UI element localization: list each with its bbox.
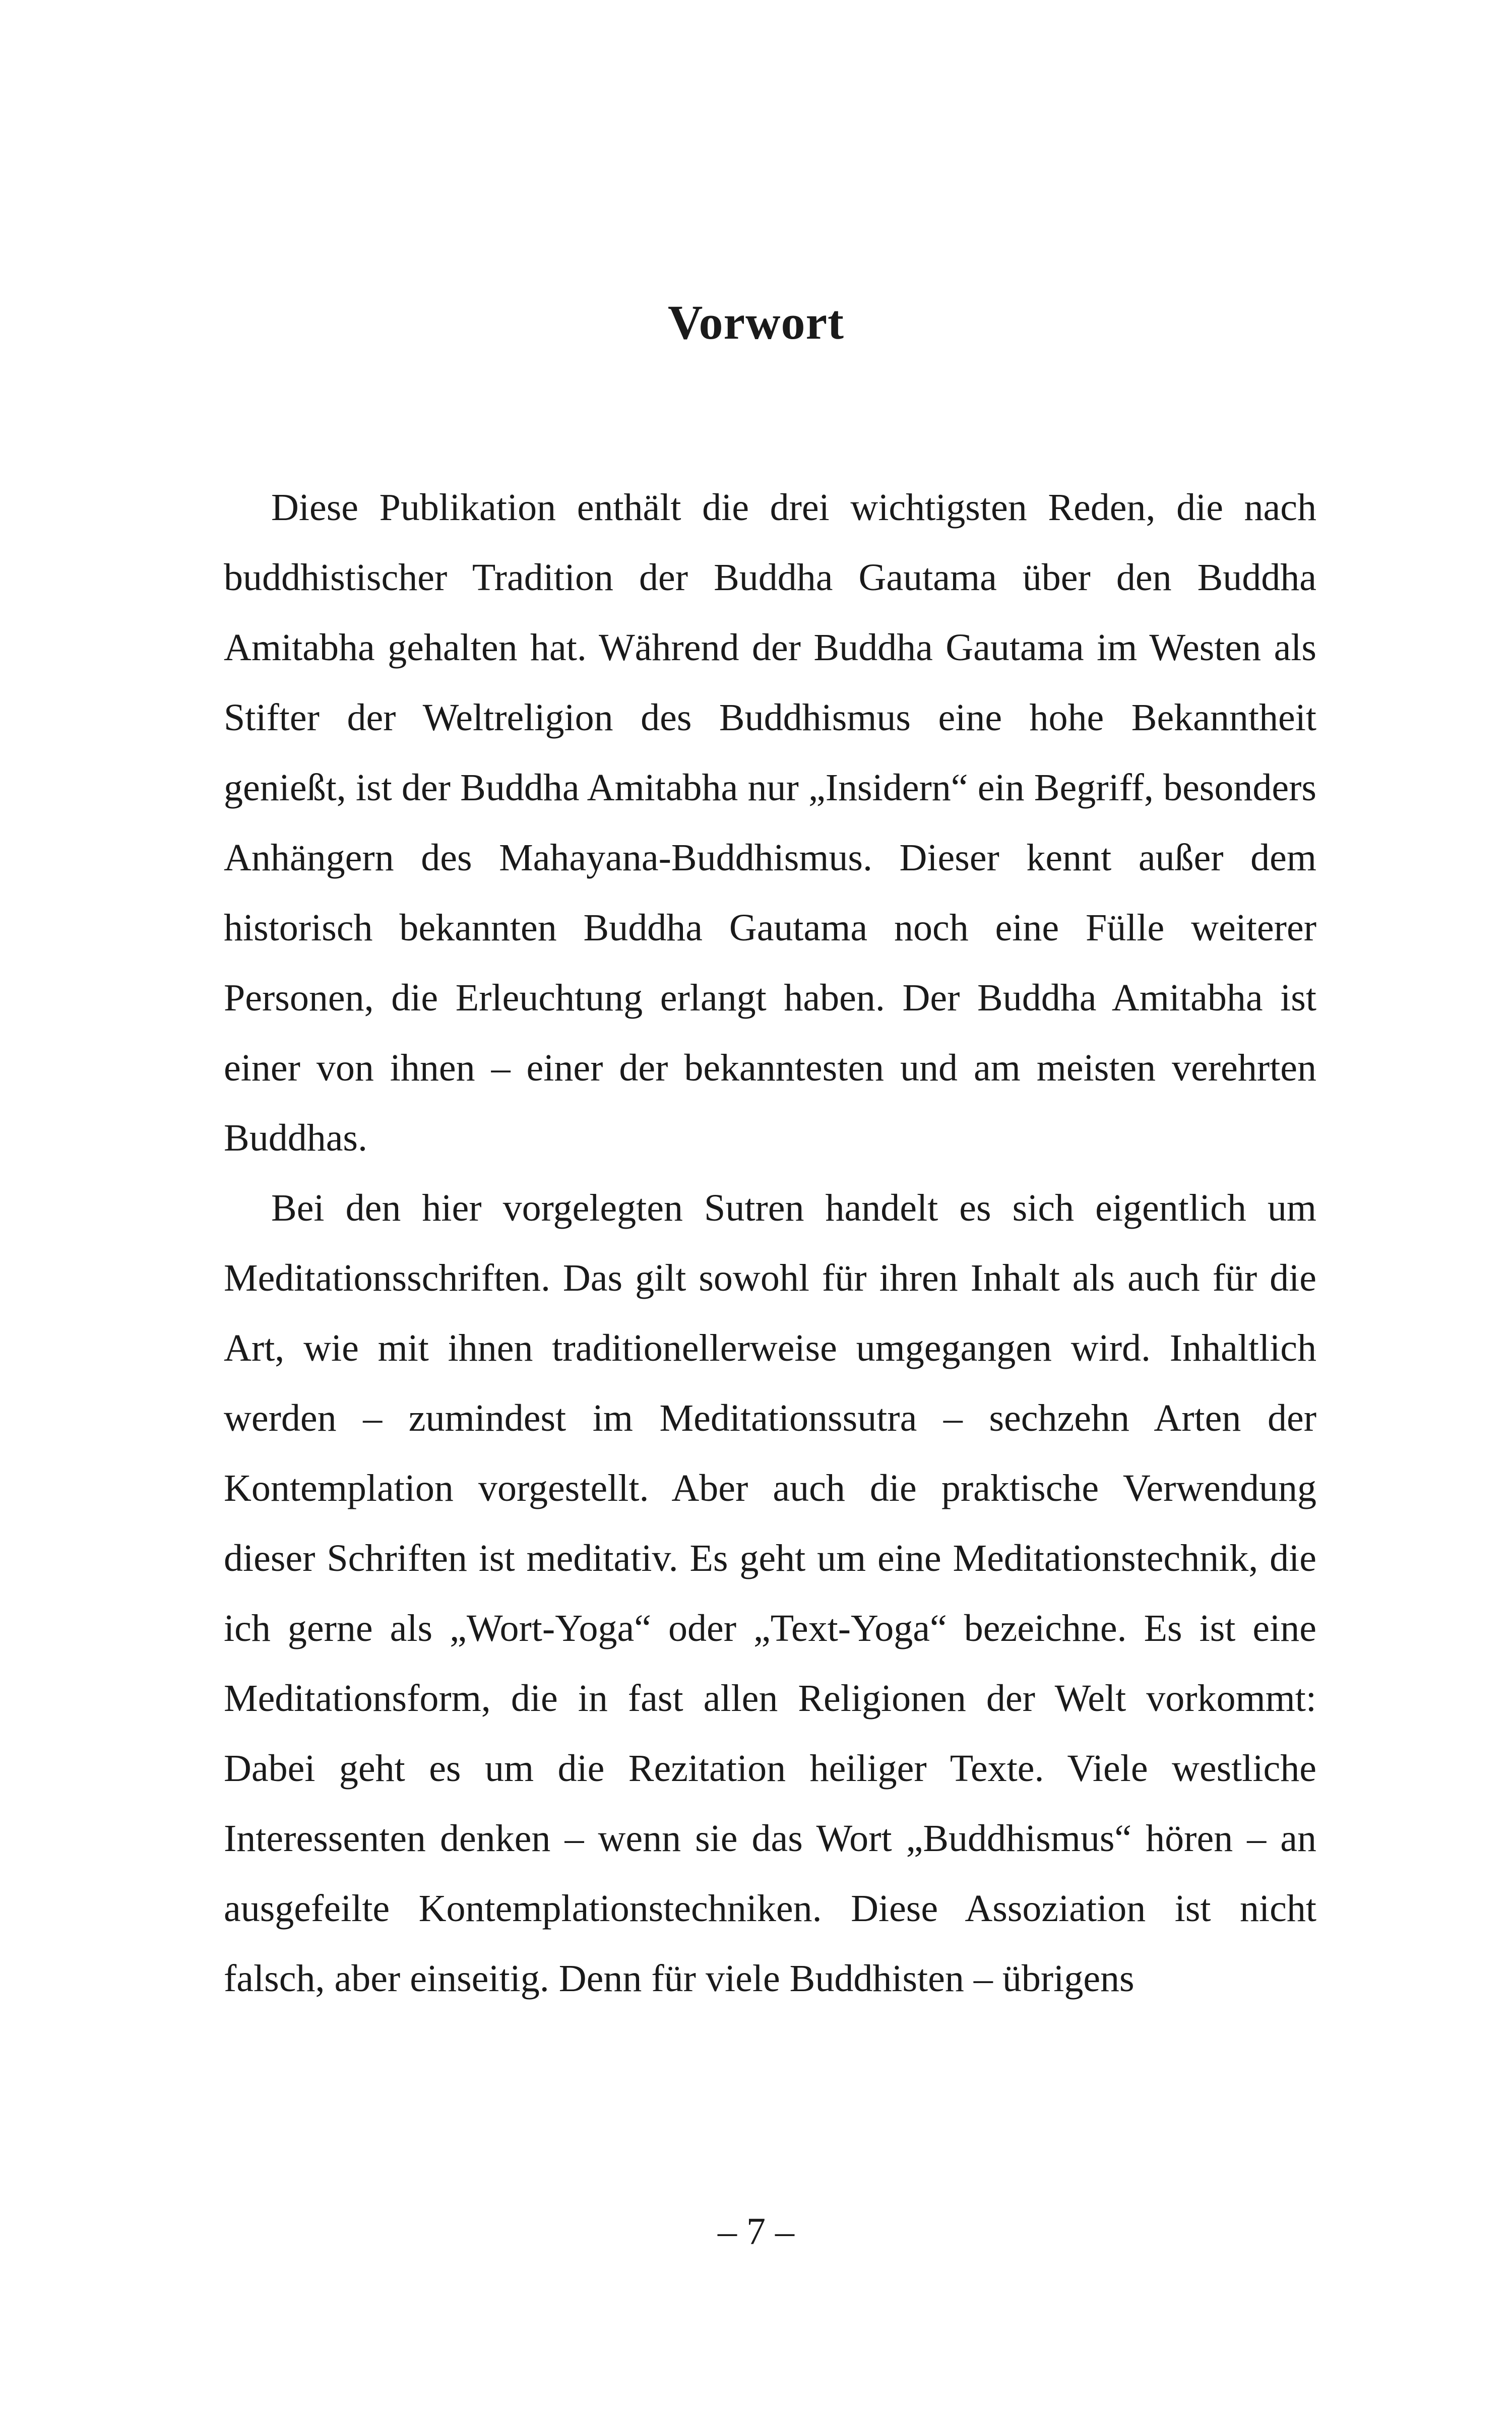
page-title: Vorwort: [667, 295, 845, 349]
paragraph-2: Bei den hier vorgelegten Sutren handelt es sich eigentlich um Meditationsschriften. Das gilt sowohl für ihren Inhalt als auch für die Art, wie mit ihnen traditionellerweise umgegangen wird. Inhaltlich werden – zumindest im Meditationssutra – sechzehn Arten der Kontemplation vorgestellt. Aber auch die praktische Verwendung dieser Schriften ist meditativ. Es geht um eine Meditationstechnik, die ich gerne als „Wort-Yoga“ oder „Text-Yoga“ bezeichne. Es ist eine Meditationsform, die in fast allen Religionen der Welt vorkommt: Dabei geht es um die Rezitation heiliger Texte. Viele westliche Interessenten denken – wenn sie das Wort „Buddhismus“ hören – an ausgefeilte Kontemplationstechniken. Diese Assoziation ist nicht falsch, aber einseitig. Denn für viele Buddhisten – übrigens: [224, 1187, 1316, 2000]
page-number: – 7 –: [718, 2210, 794, 2253]
paragraph-1: Diese Publikation enthält die drei wichtigsten Reden, die nach buddhistischer Tradition der Buddha Gautama über den Buddha Amitabha gehalten hat. Während der Buddha Gautama im Westen als Stifter der Weltreligion des Buddhismus eine hohe Bekanntheit genießt, ist der Buddha Amitabha nur „Insidern“ ein Begriff, besonders Anhängern des Mahayana-Buddhismus. Dieser kennt außer dem historisch bekannten Buddha Gautama noch eine Fülle weiterer Personen, die Erleuchtung erlangt haben. Der Buddha Amitabha ist einer von ihnen – einer der bekanntesten und am meisten verehrten Buddhas.: [224, 486, 1316, 1159]
body-text: [224, 473, 1316, 2014]
